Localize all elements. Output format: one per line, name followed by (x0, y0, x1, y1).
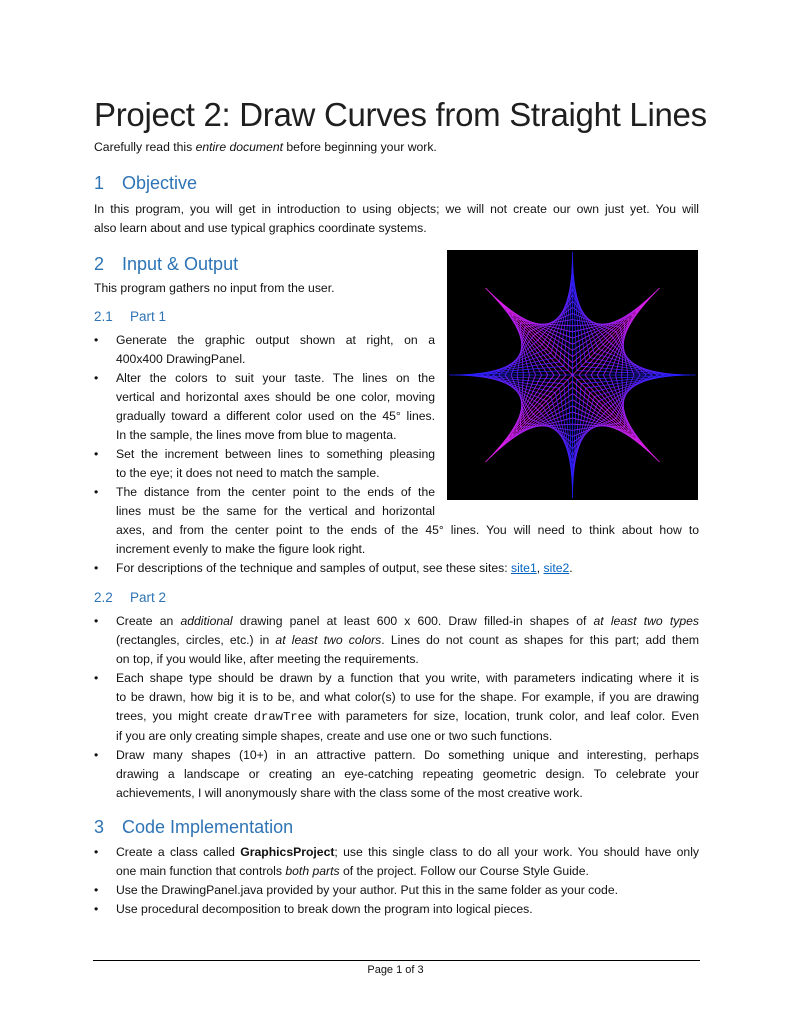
document-title: Project 2: Draw Curves from Straight Lines (94, 96, 707, 133)
code-implementation-list (94, 843, 699, 919)
list-item: • Draw many shapes (10+) in an attractive pattern. Do something unique and interesting, perhaps drawing a landscape or creating an eye-catching repeating geometric design. To celebrate your achievements, I will anonymously share with the class some of the most creative work. (94, 746, 699, 803)
string-line (573, 381, 656, 457)
objective-paragraph: In this program, you will get in introduction to using objects; we will not create our own just yet. You will also learn about and use typical graphics coordinate systems. (94, 202, 699, 235)
string-line (573, 258, 577, 371)
string-line (573, 288, 660, 375)
footer-divider (93, 960, 700, 961)
part-2-list (94, 612, 699, 803)
site1-link[interactable]: site1 (510, 561, 537, 575)
list-item: • Alter the colors to suit your taste. The lines on the vertical and horizontal axes should be one color, moving gradually toward a different color used on the 45° lines. In the sample, the lines move from blue to magenta. (94, 369, 435, 445)
string-line (577, 375, 690, 379)
list-item: • The distance from the center point to the ends of the lines must be the same for the vertical and horizontal axes, and from the center point to the ends of the 45° lines. You will need to think about how to increment evenly to make the figure look right. (94, 483, 699, 559)
site2-link[interactable]: site2 (543, 561, 570, 575)
list-item: • Set the increment between lines to something pleasing to the eye; it does not need to match the sample. (94, 445, 435, 483)
string-line (579, 292, 655, 375)
list-item: • Create a class called GraphicsProject; use this single class to do all your work. You should have only one main function that controls both parts of the project. Follow our Course Style Guide. (94, 843, 699, 881)
string-line (568, 379, 572, 492)
string-line (564, 384, 573, 486)
part-1-list (94, 331, 435, 483)
string-art-svg (447, 250, 698, 500)
heading-part-1: 2.1 Part 1 (94, 309, 167, 324)
list-item: • For descriptions of the technique and samples of output, see these sites: site1, site2. (94, 559, 699, 578)
string-line (581, 375, 683, 384)
heading-objective: 1 Objective (94, 173, 198, 193)
string-line (573, 264, 582, 366)
string-line (573, 375, 660, 462)
inline-code: drawTree (253, 710, 313, 724)
list-item: • Use the DrawingPanel.java provided by your author. Put this in the same folder as your code. (94, 881, 699, 900)
string-line (486, 288, 573, 375)
heading-part-2: 2.2 Part 2 (94, 590, 167, 605)
string-line (490, 292, 573, 368)
string-line (490, 375, 566, 458)
list-item: • Generate the graphic output shown at right, on a 400x400 DrawingPanel. (94, 331, 435, 369)
string-line (462, 366, 564, 375)
heading-input-output: 2 Input & Output (94, 254, 239, 274)
list-item: • Create an additional drawing panel at least 600 x 600. Draw filled-in shapes of at least two types (rectangles, circles, etc.) in at least two colors. Lines do not count as shapes for this part; add them on top, if you would like, after meeting the requirements. (94, 612, 699, 669)
list-item: • Use procedural decomposition to break down the program into logical pieces. (94, 900, 699, 919)
document-subtitle: Carefully read this entire document before beginning your work. (94, 140, 437, 154)
heading-code-implementation: 3 Code Implementation (94, 817, 294, 837)
list-item: • Each shape type should be drawn by a function that you write, with parameters indicating where it is to be drawn, how big it is to be, and what color(s) to use for the shape. For example, if you are drawing trees, you might create drawTree with parameters for size, location, trunk color, and leaf color. Even if you are only creating simple shapes, create and use one or two such functions. (94, 669, 699, 746)
string-art-figure (447, 250, 698, 500)
input-output-intro: This program gathers no input from the user. (94, 281, 335, 295)
page-number: Page 1 of 3 (367, 964, 424, 976)
string-line (486, 375, 573, 462)
string-line (456, 371, 569, 375)
